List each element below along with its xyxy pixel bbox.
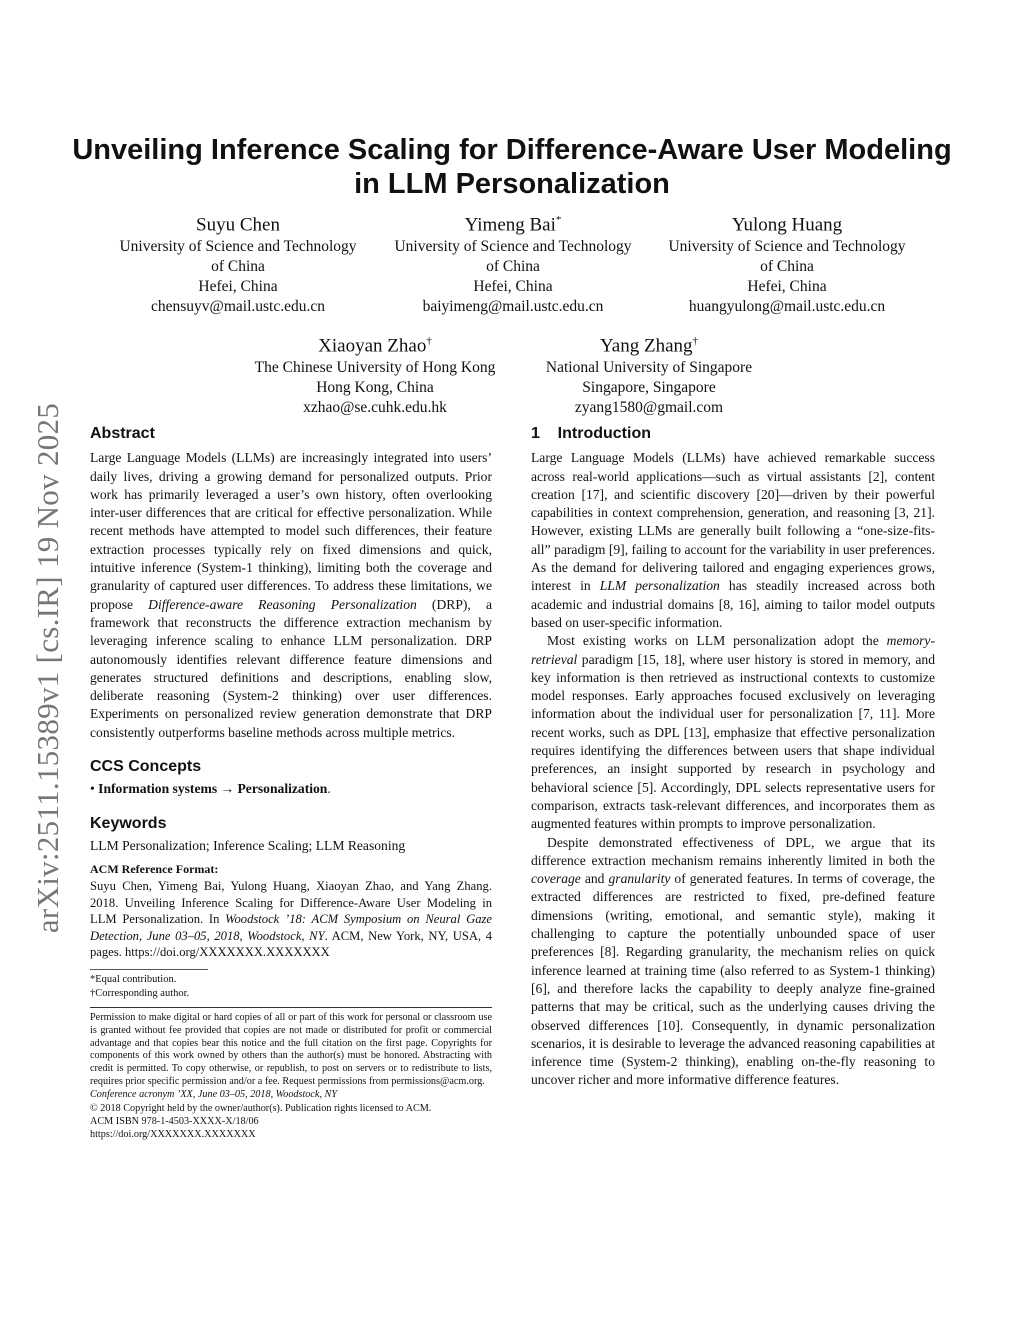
author-name: Yulong Huang <box>731 214 843 236</box>
intro-paragraph-2 <box>531 632 935 833</box>
author-affiliation: University of Science and Technology <box>119 238 357 256</box>
isbn: ACM ISBN 978-1-4503-XXXX-X/18/06 <box>90 1115 259 1127</box>
intro-p2-part-2: paradigm [15, 18], where user history is stored in memory, and key information is then retrieved as instructional contexts to customize model responses. Early approaches focused exclusively on leveraging information about the individual user for personalization [7, 11]. More recent works, such as DPL [13], emphasize that effective personalization requires identifying the differences between users that shape individual preferences, an insight supported by research in psychology and behavioral science [5]. Accordingly, DPL selects representative users for comparison, extracts task-relevant differences, and incorporates them as augmented features within prompts to improve personalization. <box>531 651 935 832</box>
reference-format-text <box>90 878 492 961</box>
intro-p3-emphasis-2: granularity <box>608 871 671 887</box>
author-name: Yang Zhang <box>599 335 693 357</box>
intro-p3-part-1: Despite demonstrated effectiveness of DPL, we argue that its difference extraction mechanism remains inherently limited in both the <box>531 834 935 868</box>
keywords-text: LLM Personalization; Inference Scaling; LLM Reasoning <box>90 837 406 853</box>
author-location: Hefei, China <box>747 278 827 296</box>
ccs-concept-text: Information systems → Personalization <box>98 781 328 797</box>
intro-p1-part-1: Large Language Models (LLMs) have achieved remarkable success across real-world applications—such as virtual assistants [2], content creation [17], and scientific discovery [20]—driven by their powerful capabilities in context comprehension, generation, and reasoning [3, 21]. However, existing LLMs are generally built following a “one-size-fits-all” paradigm [9], failing to account for the variability in user preferences. As the demand for delivering tailored and engaging experiences grows, interest in <box>531 450 935 594</box>
left-column <box>90 425 492 1142</box>
author-email: xzhao@se.cuhk.edu.hk <box>303 399 447 417</box>
author-affiliation-2: of China <box>760 258 814 276</box>
author-email: baiyimeng@mail.ustc.edu.cn <box>422 298 604 316</box>
author-block-2 <box>373 209 653 317</box>
keywords-heading: Keywords <box>90 814 167 832</box>
author-affiliation-2: of China <box>486 258 540 276</box>
author-block-5 <box>509 330 789 418</box>
intro-p3-part-2: of generated features. In terms of coverage, the extracted differences are restricted to fixed, pre-defined feature dimensions (writing, emotional, and semantic style), making it challenging to capture the potentially unbounded space of user preferences [8]. Regarding granularity, the mechanism relies on quick inference learned at training time (also referred to as System-1 thinking) [6], and therefore lacks the capability to deeply analyze fine-grained patterns that may be critical, such as the underlying causes driving the observed differences [10]. Consequently, in dynamic personalization scenarios, it is desirable to leverage the advanced reasoning capabilities at inference time (System-2 thinking), enabling on-the-fly reasoning to uncover richer and more informative difference features. <box>531 871 935 1088</box>
abstract-text-part-2: (DRP), a framework that reconstructs the difference extraction mechanism by leveraging inference scaling to enhance LLM personalization. DRP autonomously identifies relevant difference feature dimensions and generates structured definitions and descriptions, enabling slow, deliberate reasoning (System-2 thinking) over user differences. Experiments on personalized review generation demonstrate that DRP consistently outperforms baseline methods across multiple metrics. <box>90 596 492 740</box>
intro-paragraph-3 <box>531 834 935 1090</box>
reference-venue: Woodstock ’18: ACM Symposium on Neural Gaze Detection, June 03–05, 2018, Woodstock, NY <box>90 912 492 943</box>
intro-p1-emphasis: LLM personalization <box>599 578 720 594</box>
permission-rule <box>90 1007 492 1008</box>
author-name: Xiaoyan Zhao <box>318 335 427 357</box>
conference-info: Conference acronym ’XX, June 03–05, 2018, Woodstock, NY <box>90 1089 338 1101</box>
copyright-notice: © 2018 Copyright held by the owner/author(s). Publication rights licensed to ACM. <box>90 1103 432 1115</box>
footnote-corresponding: †Corresponding author. <box>90 987 190 999</box>
author-block-1 <box>98 209 378 317</box>
author-mark: † <box>426 335 432 347</box>
title-line-2: in LLM Personalization <box>354 168 670 200</box>
intro-paragraph-1 <box>531 449 935 632</box>
footnote-equal: *Equal contribution. <box>90 973 177 985</box>
author-name: Yimeng Bai <box>464 214 556 236</box>
author-email: zyang1580@gmail.com <box>574 399 724 417</box>
introduction-heading: 1 Introduction <box>531 425 651 442</box>
doi: https://doi.org/XXXXXXX.XXXXXXX <box>90 1128 256 1140</box>
author-location: Hong Kong, China <box>316 379 434 397</box>
author-affiliation: University of Science and Technology <box>394 238 632 256</box>
intro-p1-part-2: has steadily increased across both academic and industrial domains [8, 16], aiming to tailor model outputs based on user-specific information. <box>531 578 936 630</box>
author-mark: * <box>555 214 562 226</box>
author-email: huangyulong@mail.ustc.edu.cn <box>688 298 886 316</box>
title-line-1: Unveiling Inference Scaling for Difference-Aware User Modeling <box>72 134 952 166</box>
author-mark: † <box>692 335 699 347</box>
permission-text: Permission to make digital or hard copies of all or part of this work for personal or classroom use is granted without fee provided that copies are not made or distributed for profit or commercial advantage and that copies bear this notice and the full citation on the first page. Copyrights for components of this work owned by others than the author(s) must be honored. Abstracting with credit is permitted. To copy otherwise, or republish, to post on servers or to redistribute to lists, requires prior specific permission and/or a fee. Request permissions from permissions@acm.org. <box>90 1011 492 1088</box>
paper-title <box>60 133 964 201</box>
author-location: Hefei, China <box>198 278 278 296</box>
author-affiliation: National University of Singapore <box>545 359 753 377</box>
author-affiliation: University of Science and Technology <box>668 238 906 256</box>
abstract-text-part-1: Large Language Models (LLMs) are increasingly integrated into users’ daily lives, driving a growing demand for personalized outputs. Prior work has primarily leveraged a user’s own history, often overlooking inter-user differences that are critical for effective personalization. While recent methods have attempted to model such differences, their feature extraction processes typically rely on fixed dimensions and quick, intuitive inference (System-1 thinking), limiting both the coverage and granularity of captured user differences. To address these limitations, we propose <box>90 450 492 612</box>
abstract-emphasis: Difference-aware Reasoning Personalization <box>148 596 417 612</box>
intro-p3-connector: and <box>580 871 609 887</box>
intro-p2-part-1: Most existing works on LLM personalization adopt the <box>547 633 887 649</box>
ccs-period: . <box>327 781 331 797</box>
author-name: Suyu Chen <box>196 214 280 236</box>
right-column <box>531 425 935 1090</box>
author-affiliation-2: of China <box>211 258 265 276</box>
reference-text-part-1: Suyu Chen, Yimeng Bai, Yulong Huang, Xiaoyan Zhao, and Yang Zhang. 2018. Unveiling Inference Scaling for Difference-Aware User Modeling in LLM Personalization. In <box>90 879 492 927</box>
reference-text-part-2: . ACM, New York, NY, USA, 4 pages. https://doi.org/XXXXXXX.XXXXXXX <box>90 928 492 960</box>
ccs-bullet: • <box>90 781 99 797</box>
reference-format-heading: ACM Reference Format: <box>90 862 219 877</box>
author-block-3 <box>647 209 927 317</box>
author-email: chensuyv@mail.ustc.edu.cn <box>151 298 325 316</box>
author-affiliation: The Chinese University of Hong Kong <box>254 359 496 377</box>
ccs-heading: CCS Concepts <box>90 758 202 776</box>
author-block-4 <box>235 330 515 418</box>
author-location: Hefei, China <box>473 278 553 296</box>
intro-p3-emphasis-1: coverage <box>531 871 581 887</box>
abstract-text <box>90 449 492 742</box>
author-location: Singapore, Singapore <box>582 379 716 397</box>
footnote-rule <box>90 969 208 970</box>
ccs-concepts <box>90 780 492 798</box>
intro-p2-emphasis: memory-retrieval <box>531 633 935 667</box>
arxiv-stamp-text: arXiv:2511.15389v1 [cs.IR] 19 Nov 2025 <box>30 402 65 934</box>
abstract-heading: Abstract <box>90 425 155 442</box>
